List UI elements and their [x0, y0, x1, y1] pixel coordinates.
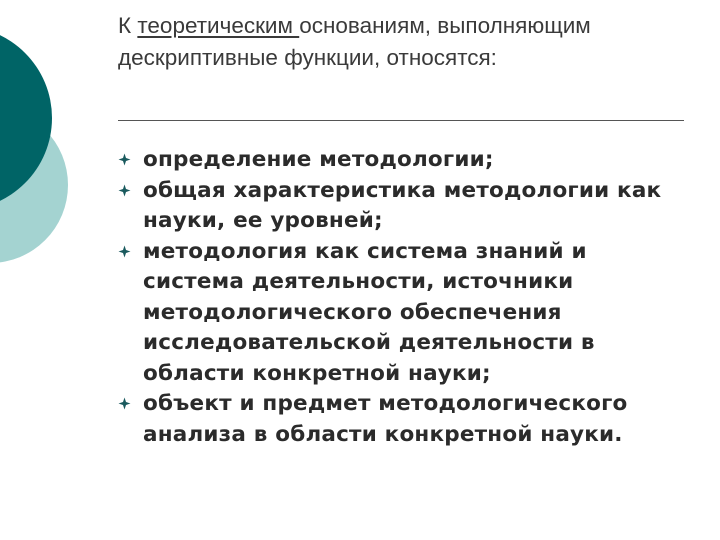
decorative-circles: [0, 0, 120, 300]
bullet-text: определение методологии;: [143, 147, 494, 172]
title-divider: [118, 120, 684, 121]
bullet-list: [118, 145, 688, 450]
bullet-text: методология как система знаний и система деятельности, источники методологического обеспечения исследовательской деятельности в области конкретной науки;: [143, 238, 595, 386]
bullet-item: [118, 237, 688, 390]
title-tail: основаниям, выполняющим дескриптивные функции, относятся:: [118, 13, 591, 70]
title-lead: К: [118, 13, 138, 38]
bullet-item: [118, 176, 688, 237]
diamond-bullet-icon: [118, 397, 131, 410]
diamond-bullet-icon: [118, 245, 131, 258]
diamond-bullet-icon: [118, 153, 131, 166]
bullet-item: [118, 145, 688, 176]
title-underlined-word: теоретическим: [137, 13, 300, 38]
diamond-bullet-icon: [118, 184, 131, 197]
bullet-item: [118, 389, 688, 450]
bullet-text: объект и предмет методологического анализа в области конкретной науки.: [143, 391, 628, 447]
slide-title: [118, 10, 678, 74]
bullet-text: общая характеристика методологии как науки, ее уровней;: [143, 177, 662, 233]
